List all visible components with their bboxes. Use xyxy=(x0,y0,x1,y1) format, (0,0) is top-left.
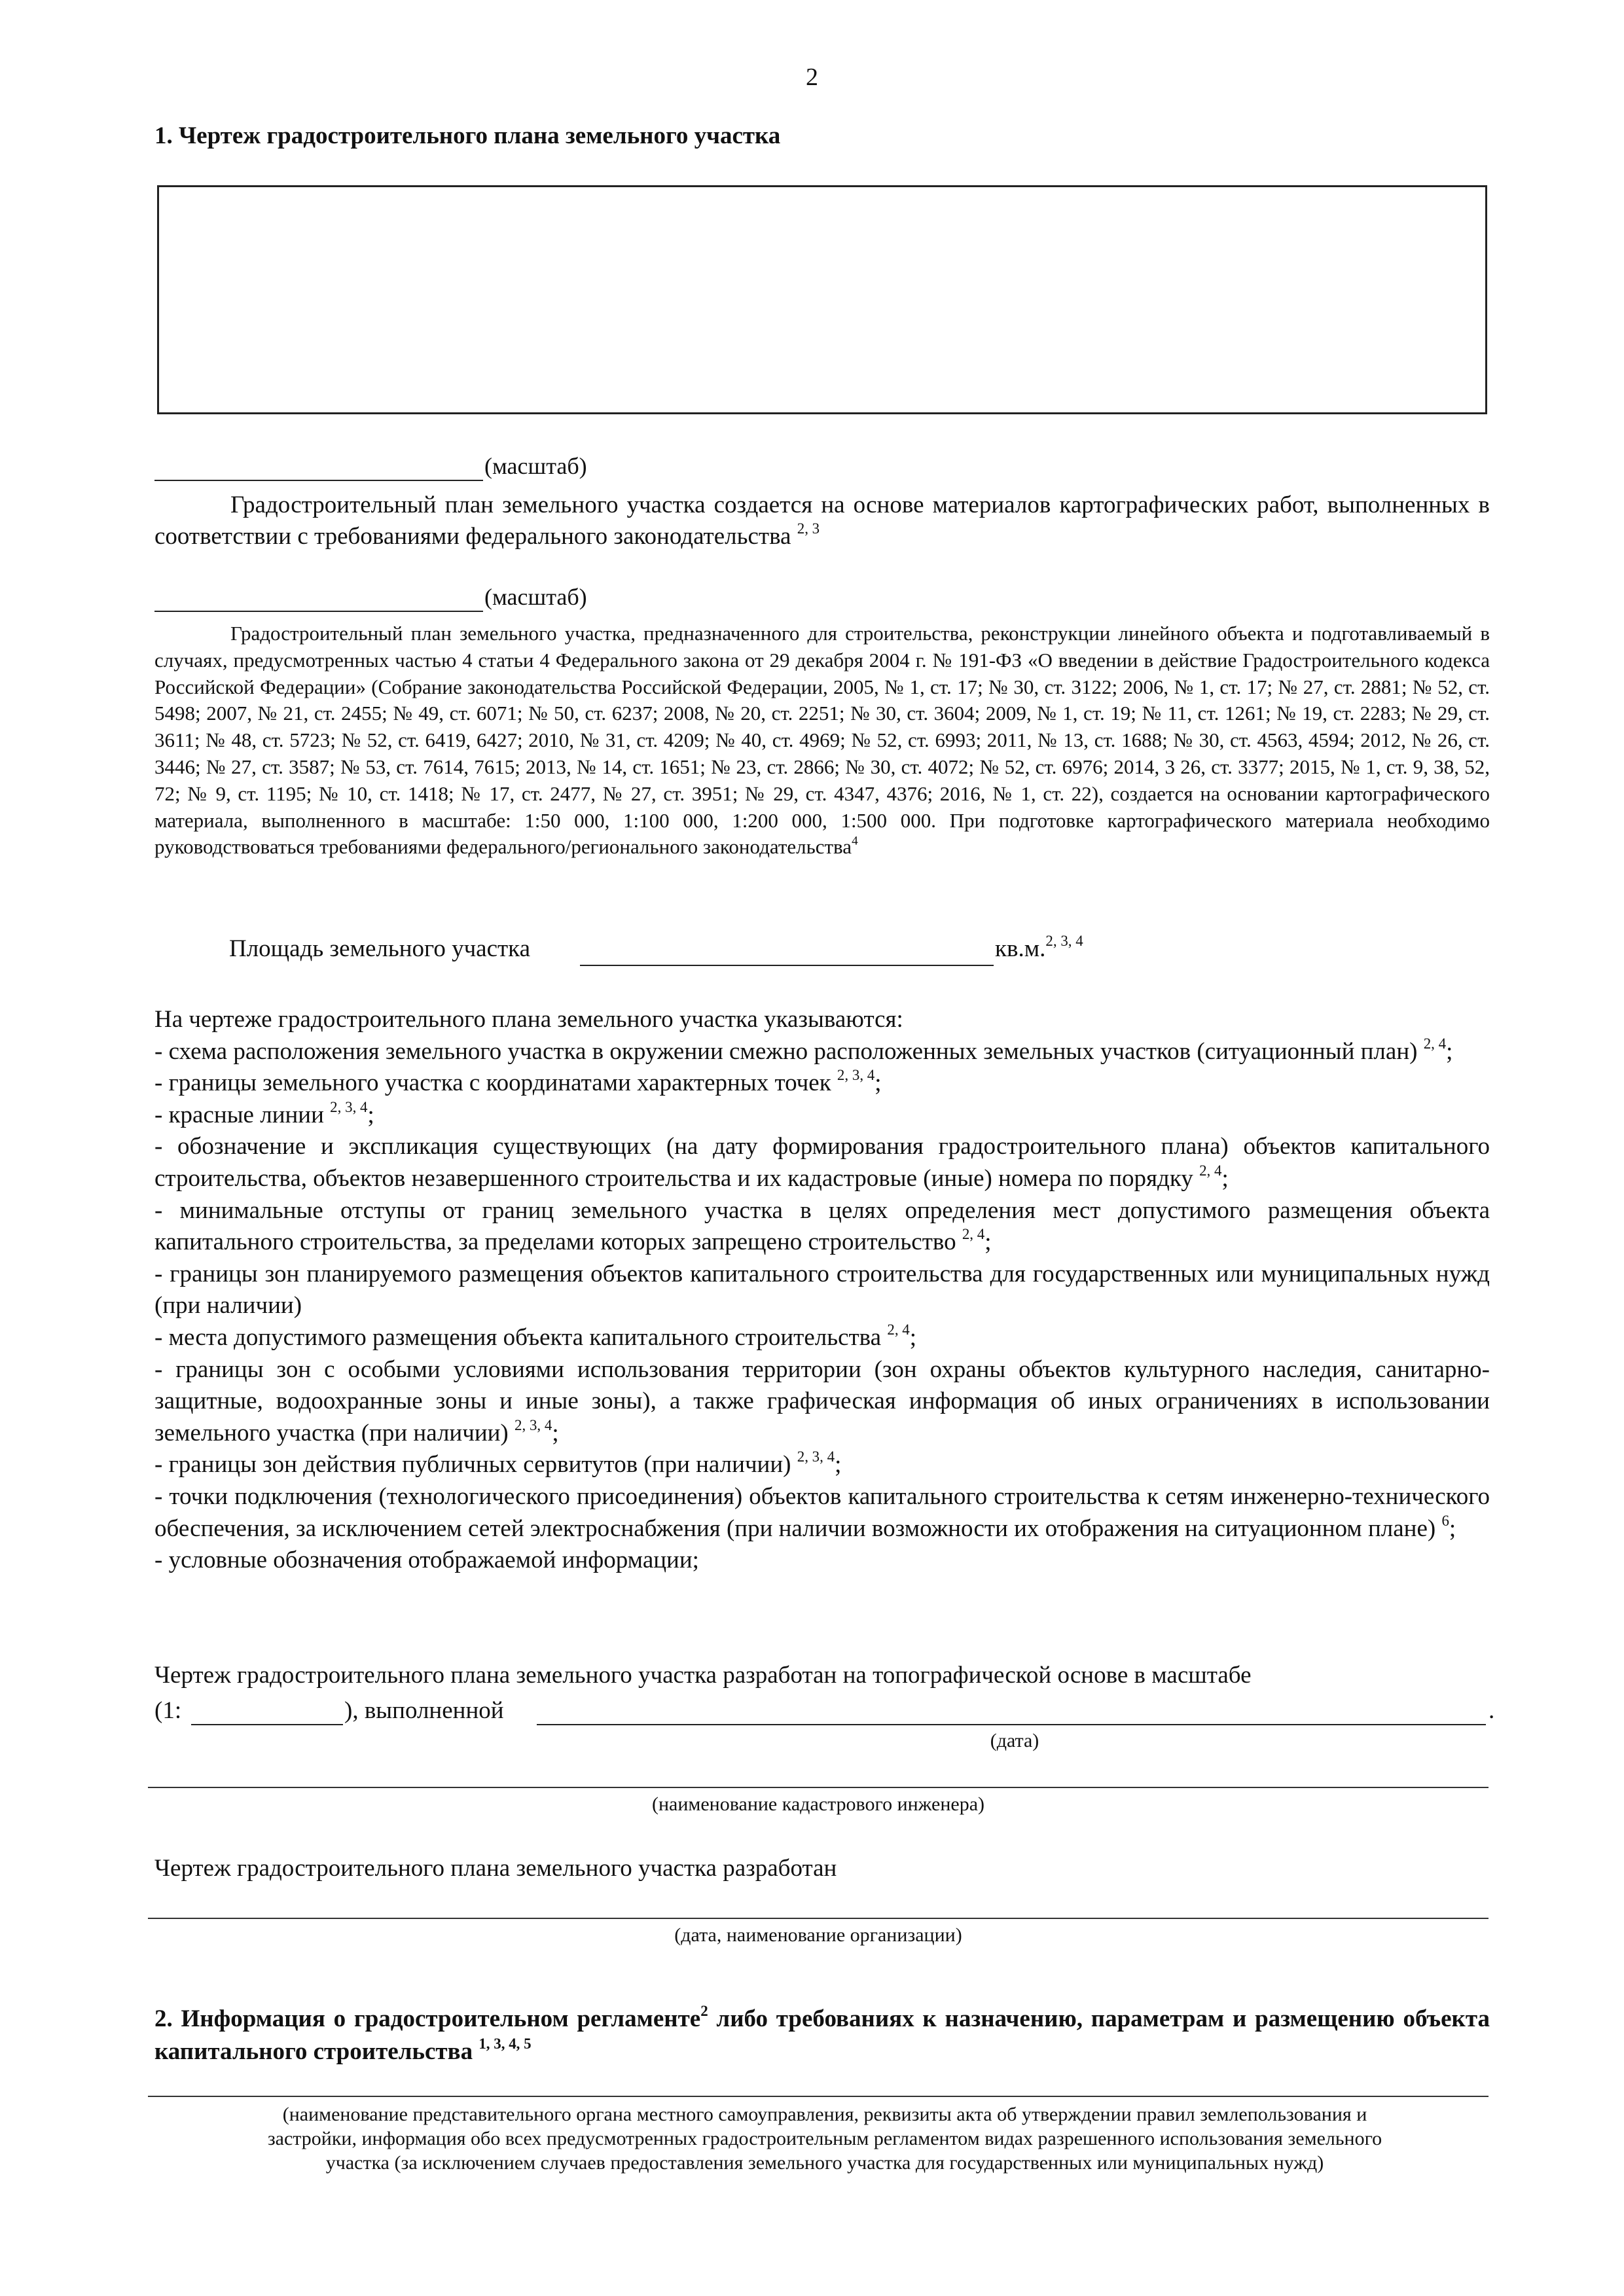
list-item: - схема расположения земельного участка в окружении смежно расположенных земельных участков (ситуационный план) $^{2, 4}$; xyxy=(154,1035,1453,1065)
topo-scale-blank[interactable] xyxy=(191,1724,343,1725)
regulation-line[interactable] xyxy=(148,2096,1489,2097)
developed-by-text: Чертеж градостроительного плана земельного участка разработан xyxy=(154,1855,837,1882)
list-item: - точки подключения (технологического присоединения) объектов капитального строительства к сетям инженерно-технического обеспечения, за исключением сетей электроснабжения (при наличии возможности их отображения на ситуационном плане) $^6$; xyxy=(154,1482,1490,1542)
list-item: - границы зон с особыми условиями использования территории (зон охраны объектов культурного наследия, санитарно-защитные, водоохранные зоны и иные зоны), а также графическая информация об иных ограничениях в использовании земельного участка (при наличии) $^{2, 3, 4}$; xyxy=(154,1355,1490,1446)
regulation-caption: (наименование представительного органа местного самоуправления, реквизиты акта об утверждении правил землепользования и застройки, информация обо всех предусмотренных градостроительным регламентом видах разрешенного использования земельного участка (за исключением случаев предоставления земельного участка для государственных или муниципальных нужд) xyxy=(267,2104,1382,2174)
list-item: - минимальные отступы от границ земельного участка в целях определения мест допустимого размещения объекта капитального строительства, за пределами которых запрещено строительство $^{2, 4}$; xyxy=(154,1196,1490,1256)
section-2-title: 2. Информация о градостроительном регламенте$^2$ либо требованиях к назначению, параметрам и размещению объекта капитального строительства $^{1, 3, 4, 5}$ xyxy=(154,2002,1490,2065)
area-unit: кв.м.$^{2, 3, 4}$ xyxy=(995,932,1083,962)
list-items xyxy=(154,1036,1490,1577)
scale-blank-2[interactable] xyxy=(154,611,483,612)
paragraph-cartographic-basis: Градостроительный план земельного участка создается на основе материалов картографических работ, выполненных в соответствии с требованиями федерального законодательства $^{2, 3}$ xyxy=(154,492,1490,550)
section-1-title: 1. Чертеж градостроительного плана земельного участка xyxy=(154,122,781,149)
list-item: - условные обозначения отображаемой информации; xyxy=(154,1547,699,1574)
topo-end-dot: . xyxy=(1489,1697,1495,1724)
drawing-frame xyxy=(157,185,1487,414)
engineer-caption: (наименование кадастрового инженера) xyxy=(651,1793,985,1815)
list-item: - границы зон планируемого размещения объектов капитального строительства для государственных или муниципальных нужд (при наличии) xyxy=(154,1260,1490,1319)
list-item: - красные линии $^{2, 3, 4}$; xyxy=(154,1098,374,1128)
topo-scale-open: (1: xyxy=(154,1697,182,1724)
engineer-line[interactable] xyxy=(148,1787,1489,1788)
drawing-contents-list xyxy=(154,1004,1490,1577)
list-item: - границы зон действия публичных сервитутов (при наличии) $^{2, 3, 4}$; xyxy=(154,1448,842,1479)
area-label: Площадь земельного участка xyxy=(229,935,531,962)
list-item: - обозначение и экспликация существующих (на дату формирования градостроительного плана) объектов капитального строительства, объектов незавершенного строительства и их кадастровые (иные) номера по порядку $^{2, 4}$; xyxy=(154,1133,1490,1192)
list-intro: На чертеже градостроительного плана земельного участка указываются: xyxy=(154,1006,903,1033)
list-item: - места допустимого размещения объекта капитального строительства $^{2, 4}$; xyxy=(154,1321,917,1351)
scale-label-2: (масштаб) xyxy=(484,584,587,610)
topo-scale-close: ), выполненной xyxy=(344,1697,504,1724)
executor-blank[interactable] xyxy=(537,1724,1486,1725)
list-item: - границы земельного участка с координатами характерных точек $^{2, 3, 4}$; xyxy=(154,1067,882,1097)
scale-blank-1[interactable] xyxy=(154,480,483,481)
organization-line[interactable] xyxy=(148,1918,1489,1919)
scale-label-1: (масштаб) xyxy=(484,453,587,479)
area-input-line[interactable] xyxy=(580,965,994,966)
date-caption: (дата) xyxy=(990,1730,1039,1751)
topo-basis-text: Чертеж градостроительного плана земельного участка разработан на топографической основе в масштабе xyxy=(154,1662,1252,1689)
organization-caption: (дата, наименование организации) xyxy=(674,1924,962,1946)
paragraph-linear-object: Градостроительный план земельного участка, предназначенного для строительства, реконструкции линейного объекта и подготавливаемый в случаях, предусмотренных частью 4 статьи 4 Федерального закона от 29 декабря 2004 г. № 191-ФЗ «О введении в действие Градостроительного кодекса Российской Федерации» (Собрание законодательства Российской Федерации, 2005, № 1, ст. 17; № 30, ст. 3122; 2006, № 1, ст. 17; № 27, ст. 2881; № 52, ст. 5498; 2007, № 21, ст. 2455; № 49, ст. 6071; № 50, ст. 6237; 2008, № 20, ст. 2251; № 30, ст. 3604; 2009, № 1, ст. 19; № 11, ст. 1261; № 19, ст. 2283; № 29, ст. 3611; № 48, ст. 5723; № 52, ст. 6419, 6427; 2010, № 31, ст. 4209; № 40, ст. 4969; № 52, ст. 6993; 2011, № 13, ст. 1688; № 30, ст. 4563, 4594; 2012, № 26, ст. 3446; № 27, ст. 3587; № 53, ст. 7614, 7615; 2013, № 14, ст. 1651; № 23, ст. 2866; № 30, ст. 4072; № 52, ст. 6976; 2014, 3 26, ст. 3377; 2015, № 1, ст. 9, 38, 52, 72; № 9, ст. 1195; № 10, ст. 1418; № 17, ст. 2477, № 27, ст. 3951; № 29, ст. 4347, 4376; 2016, № 1, ст. 22), создается на основании картографического материала, выполненного в масштабе: 1:50 000, 1:100 000, 1:200 000, 1:500 000. При подготовке картографического материала необходимо руководствоваться требованиями федерального/регионального законодательства$^4$ xyxy=(154,622,1490,859)
page-number: 2 xyxy=(806,63,818,91)
